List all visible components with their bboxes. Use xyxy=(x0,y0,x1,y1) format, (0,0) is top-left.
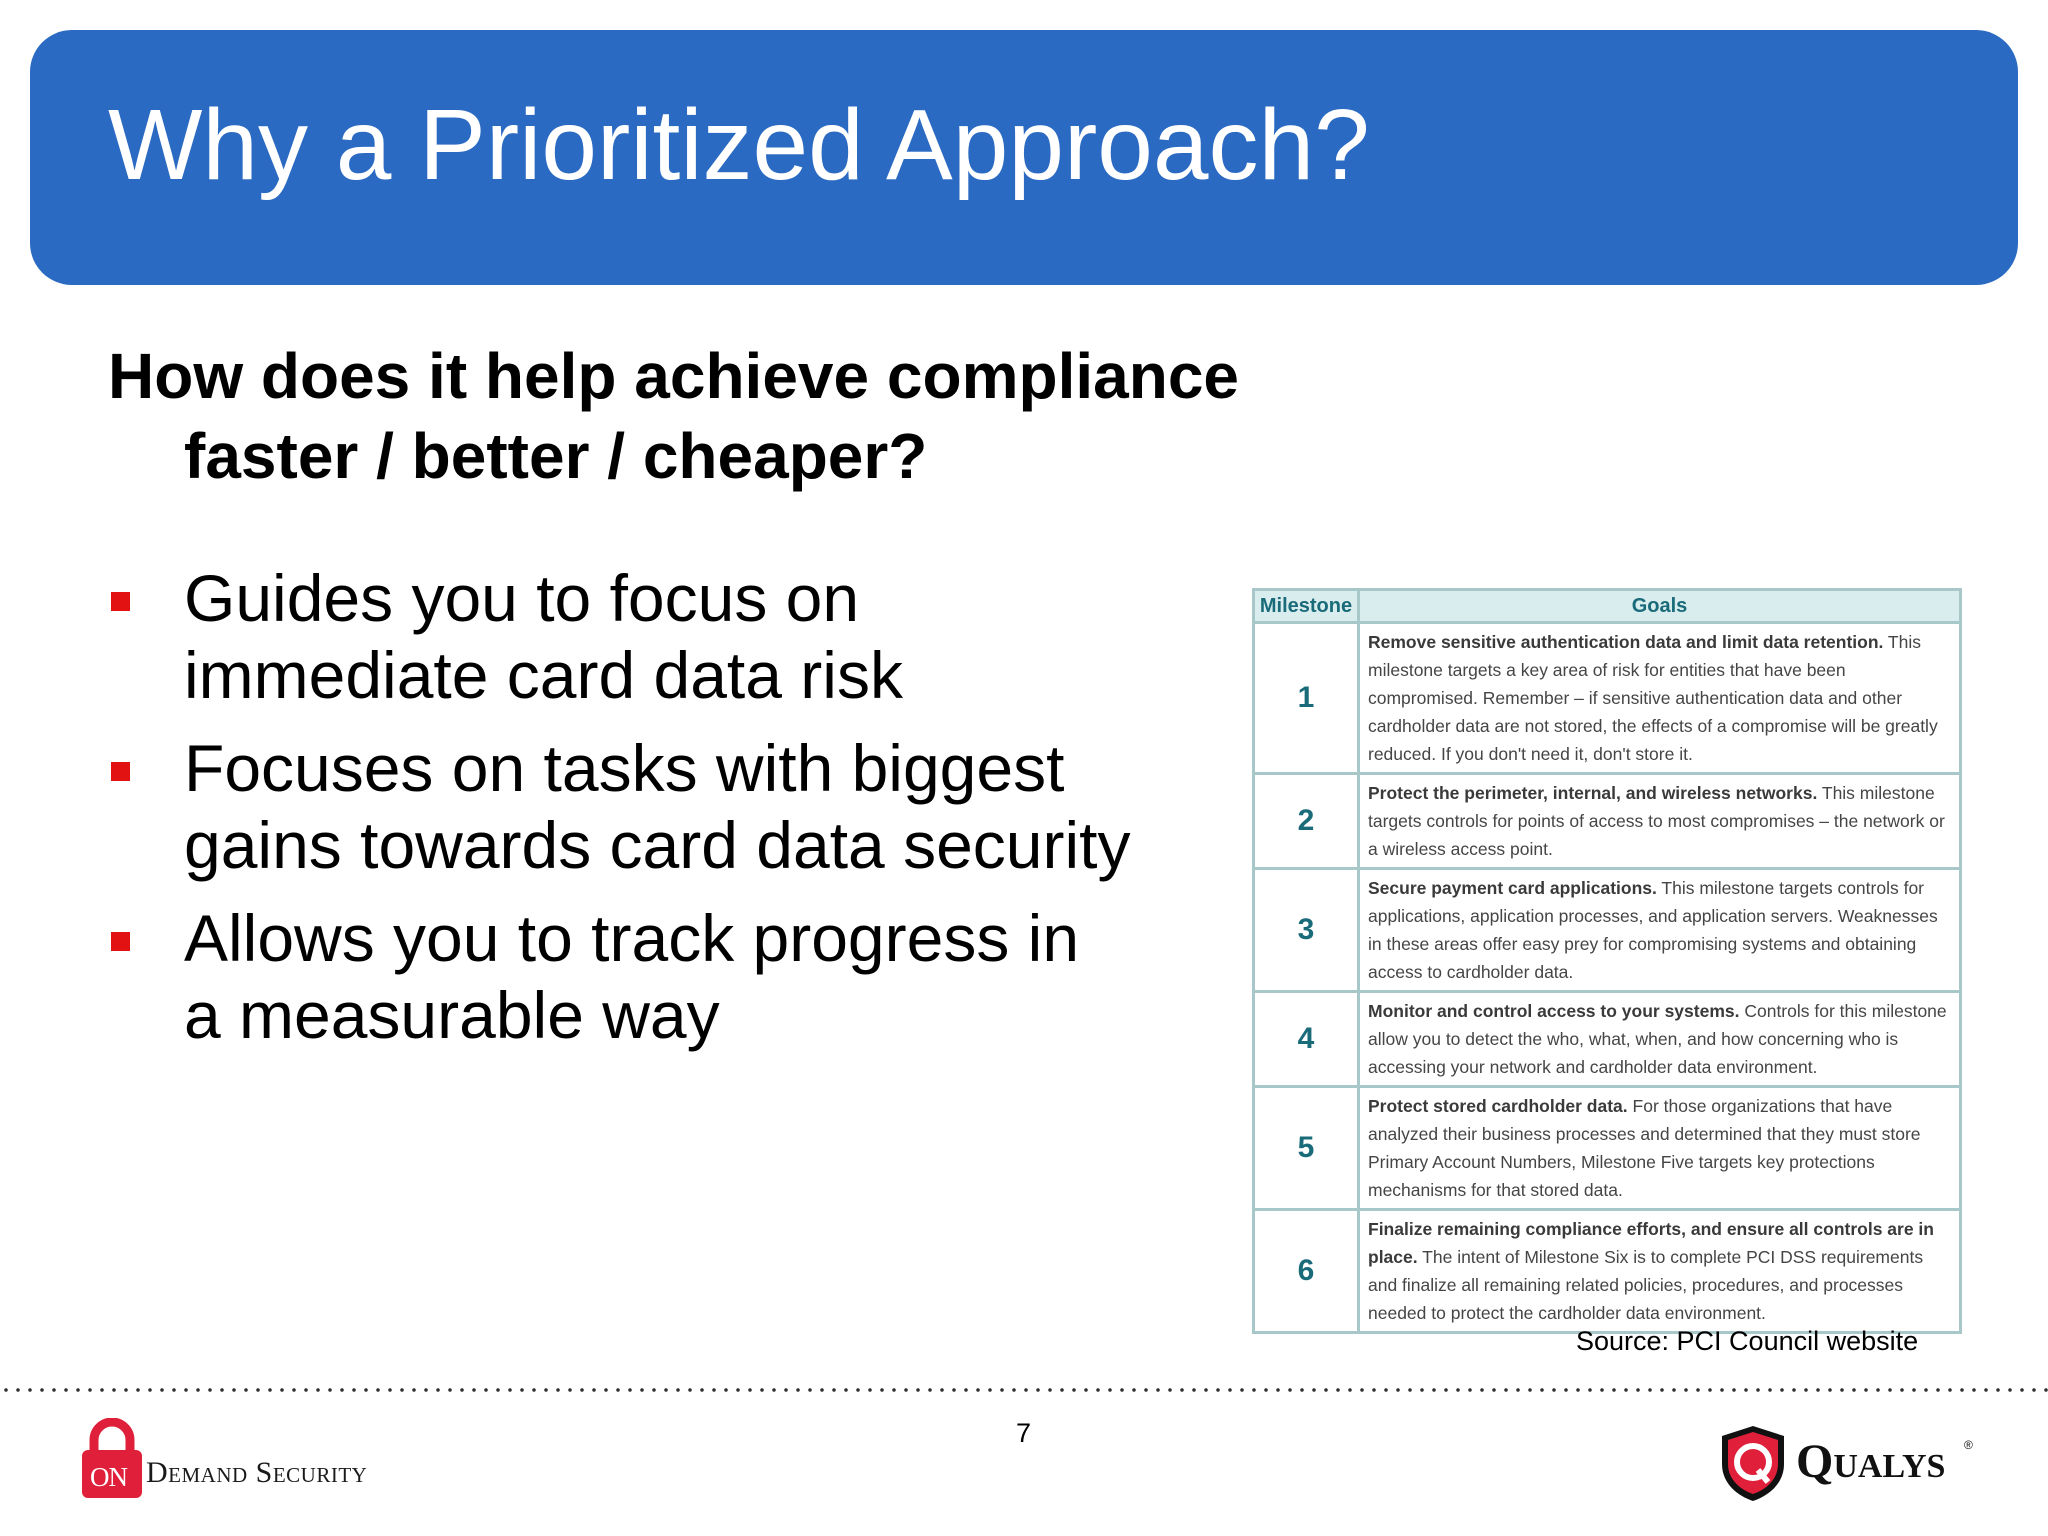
logo-on-text: ON xyxy=(90,1462,127,1492)
milestone-number: 4 xyxy=(1254,992,1359,1087)
bullet-square-icon xyxy=(111,592,130,611)
goal-title: Protect stored cardholder data. xyxy=(1368,1096,1628,1116)
goal-description: Controls for this milestone allow you to detect the who, what, when, and how concerning who is accessing your network and cardholder data environment. xyxy=(1368,1001,1947,1077)
table-row xyxy=(1254,992,1961,1087)
subheading-line-1: How does it help achieve compliance xyxy=(108,340,1239,412)
goal-title: Monitor and control access to your systems. xyxy=(1368,1001,1740,1021)
milestone-number: 2 xyxy=(1254,774,1359,869)
goal-cell xyxy=(1359,774,1961,869)
qualys-wordmark: Qualys xyxy=(1796,1435,1946,1488)
subheading-line-2: faster / better / cheaper? xyxy=(184,420,928,492)
table-row xyxy=(1254,869,1961,992)
bullet-square-icon xyxy=(111,932,130,951)
bullet-line-2: a measurable way xyxy=(184,978,720,1052)
title-banner xyxy=(30,30,2018,285)
goal-description: This milestone targets controls for applications, application processes, and application servers. Weaknesses in these areas offer easy prey for compromising systems and obtaining access to cardholder data. xyxy=(1368,878,1938,982)
goal-cell xyxy=(1359,1087,1961,1210)
ondemand-security-logo xyxy=(80,1418,420,1508)
goal-title: Protect the perimeter, internal, and wireless networks. xyxy=(1368,783,1818,803)
table-row xyxy=(1254,1210,1961,1333)
milestone-number: 5 xyxy=(1254,1087,1359,1210)
subheading xyxy=(108,336,1408,496)
logo-company-text: Demand Security xyxy=(146,1456,368,1489)
goal-cell xyxy=(1359,1210,1961,1333)
footer-divider xyxy=(0,1388,2048,1392)
bullet-item xyxy=(108,730,1208,884)
page-number: 7 xyxy=(1016,1418,1032,1448)
goal-cell xyxy=(1359,992,1961,1087)
goal-title: Remove sensitive authentication data and limit data retention. xyxy=(1368,632,1884,652)
table-header-row xyxy=(1254,590,1961,623)
bullet-list xyxy=(108,560,1208,1070)
goal-cell xyxy=(1359,869,1961,992)
bullet-square-icon xyxy=(111,762,130,781)
bullet-line-2: immediate card data risk xyxy=(184,638,903,712)
table-row xyxy=(1254,623,1961,774)
qualys-shield-icon xyxy=(1720,1424,1786,1502)
bullet-item xyxy=(108,900,1208,1054)
table-row xyxy=(1254,774,1961,869)
goal-description: This milestone targets a key area of risk for entities that have been compromised. Remember – if sensitive authentication data and other cardholder data are not stored, the effects of a compromise will be greatly reduced. If you don't need it, don't store it. xyxy=(1368,632,1938,764)
goal-description: The intent of Milestone Six is to complete PCI DSS requirements and finalize all remaining related policies, procedures, and processes needed to protect the cardholder data environment. xyxy=(1368,1247,1924,1323)
table-row xyxy=(1254,1087,1961,1210)
goal-description: This milestone targets controls for points of access to most compromises – the network or a wireless access point. xyxy=(1368,783,1945,859)
milestone-number: 6 xyxy=(1254,1210,1359,1333)
source-caption: Source: PCI Council website xyxy=(1576,1326,1919,1356)
goal-title: Secure payment card applications. xyxy=(1368,878,1657,898)
goals-column-header: Goals xyxy=(1359,590,1961,623)
registered-mark: ® xyxy=(1964,1438,1973,1452)
goal-description: For those organizations that have analyzed their business processes and determined that they must store Primary Account Numbers, Milestone Five targets key protections mechanisms for that stored data. xyxy=(1368,1096,1921,1200)
milestones-table xyxy=(1252,588,1962,1334)
qualys-logo xyxy=(1720,1424,1980,1504)
bullet-line-1: Focuses on tasks with biggest xyxy=(184,731,1065,805)
bullet-line-1: Guides you to focus on xyxy=(184,561,860,635)
goal-cell xyxy=(1359,623,1961,774)
bullet-item xyxy=(108,560,1208,714)
slide-title: Why a Prioritized Approach? xyxy=(108,89,1370,201)
bullet-line-2: gains towards card data security xyxy=(184,808,1131,882)
milestone-column-header: Milestone xyxy=(1254,590,1359,623)
milestone-number: 3 xyxy=(1254,869,1359,992)
goal-title: Finalize remaining compliance efforts, and ensure all controls are in place. xyxy=(1368,1219,1934,1267)
bullet-line-1: Allows you to track progress in xyxy=(184,901,1080,975)
milestone-number: 1 xyxy=(1254,623,1359,774)
